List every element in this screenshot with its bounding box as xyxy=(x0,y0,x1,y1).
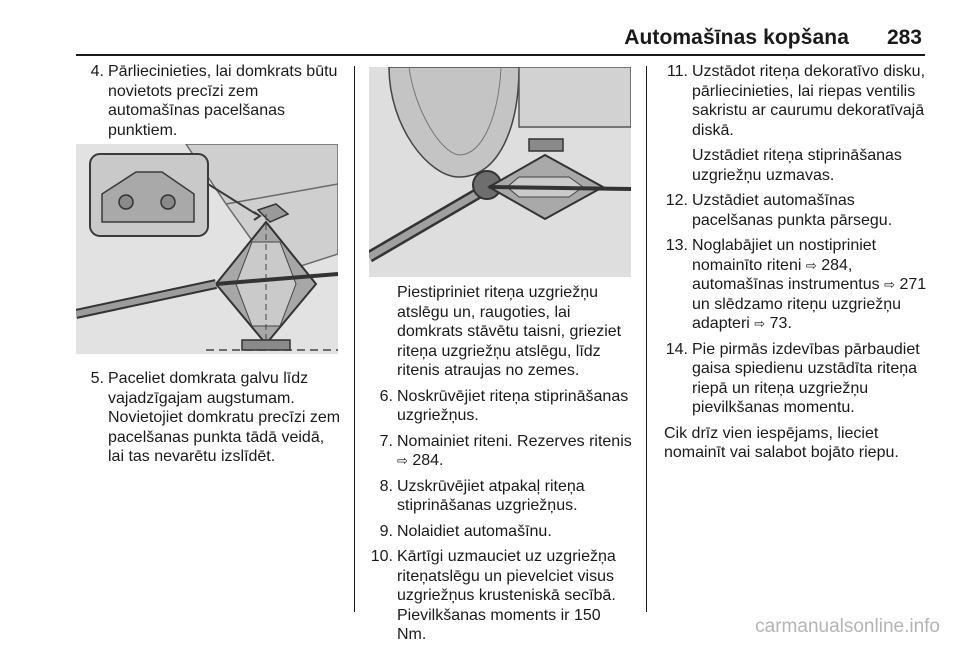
step-number: 9. xyxy=(379,522,393,540)
step-number: 4. xyxy=(90,63,104,80)
page-number: 283 xyxy=(886,26,922,49)
reference-arrow-icon: ⇨ xyxy=(884,277,896,292)
step-text: Kārtīgi uzmauciet uz uzgriežņa riteņatslēgu un pievelciet visus uzgriežņus krusteniskā secībā. Pievilkšanas moments ir 150 Nm. xyxy=(397,548,616,643)
reference-page: 284, xyxy=(821,256,853,274)
page-reference-link[interactable] xyxy=(397,452,444,469)
step-text: Uzskrūvējiet atpakaļ riteņa stiprināšanas uzgriežņus. xyxy=(397,477,585,514)
step-text: Pie pirmās izdevības pārbaudiet gaisa spiedienu uzstādīta riteņa riepā un riteņa uzgriežņu pievilkšanas momentu. xyxy=(692,340,920,416)
closing-paragraph: Cik drīz vien iespējams, lieciet nomainīt vai salabot bojāto riepu. xyxy=(664,424,899,461)
column-2 xyxy=(369,283,633,651)
step-number: 5. xyxy=(90,370,104,387)
step-number: 13. xyxy=(665,237,688,254)
step-12 xyxy=(660,191,932,230)
step-text: Nolaidiet automašīnu. xyxy=(397,522,552,540)
reference-page: 73. xyxy=(769,315,792,332)
header-rule xyxy=(76,54,925,56)
step-number: 14. xyxy=(665,340,688,358)
section-title: Automašīnas kopšana xyxy=(624,26,849,49)
step-text: Uzstādiet automašīnas pacelšanas punkta pārsegu. xyxy=(692,192,893,229)
watermark: carmanualsonline.info xyxy=(755,616,940,637)
step-4 xyxy=(80,62,342,140)
step-6 xyxy=(369,387,633,426)
jack-illustration xyxy=(76,144,338,354)
column-divider-left xyxy=(354,66,355,612)
step-text: Pārliecinieties, lai domkrats būtu novietots precīzi zem automašīnas pacelšanas punktiem. xyxy=(108,63,338,139)
intro-paragraph: Piestipriniet riteņa uzgriežņu atslēgu un, raugoties, lai domkrats stāvētu taisni, grieziet riteņa uzgriežņu atslēgu, līdz ritenis atraujas no zemes. xyxy=(397,284,622,379)
wrench-illustration xyxy=(369,67,631,277)
step-number: 6. xyxy=(379,387,393,405)
reference-arrow-icon: ⇨ xyxy=(805,257,817,273)
step-13 xyxy=(660,236,932,334)
page-reference-link[interactable] xyxy=(884,276,926,293)
step-number: 11. xyxy=(666,63,688,80)
page-header xyxy=(0,22,960,52)
step-text: Paceliet domkrata galvu līdz vajadzīgajam augstumam. Novietojiet domkratu precīzi zem pacelšanas punkta tādā veidā, lai tas nevarētu izslīdēt. xyxy=(108,370,341,465)
column-1-lower xyxy=(80,369,342,473)
step-text: Noglabājiet un nostipriniet nomainīto riteni xyxy=(692,237,877,274)
step-number: 12. xyxy=(665,192,688,209)
column-3 xyxy=(660,62,932,469)
page-reference-link[interactable] xyxy=(806,257,853,274)
column-1 xyxy=(80,62,342,146)
step-number: 8. xyxy=(379,477,393,495)
step-8 xyxy=(369,477,633,516)
step-9 xyxy=(369,522,633,542)
step-11 xyxy=(660,62,932,140)
step-text: automašīnas instrumentus xyxy=(692,276,880,293)
column-divider-right xyxy=(646,66,647,612)
step-text: Noskrūvējiet riteņa stiprināšanas uzgriežņus. xyxy=(397,387,629,424)
step-text: Uzstādot riteņa dekoratīvo disku, pārliecinieties, lai riepas ventilis sakristu ar caurumu dekoratīvajā diskā. xyxy=(692,63,926,139)
step-11-note: Uzstādiet riteņa stiprināšanas uzgriežņu uzmavas. xyxy=(692,147,902,184)
reference-page: 284. xyxy=(412,452,444,469)
reference-arrow-icon: ⇨ xyxy=(397,453,408,468)
page-reference-link[interactable] xyxy=(754,315,792,332)
reference-arrow-icon: ⇨ xyxy=(754,316,766,331)
reference-page: 271 xyxy=(899,276,927,293)
step-number: 10. xyxy=(370,548,393,565)
step-7 xyxy=(369,432,633,471)
step-10 xyxy=(369,547,633,645)
step-14 xyxy=(660,340,932,418)
jack-wrench-figure xyxy=(369,67,631,277)
step-5 xyxy=(80,369,342,467)
step-text: Nomainiet riteni. Rezerves ritenis xyxy=(397,432,632,450)
step-text: un slēdzamo riteņu uzgriežņu adapteri xyxy=(692,295,902,332)
step-number: 7. xyxy=(379,432,393,450)
jack-lifting-point-figure xyxy=(76,144,338,354)
